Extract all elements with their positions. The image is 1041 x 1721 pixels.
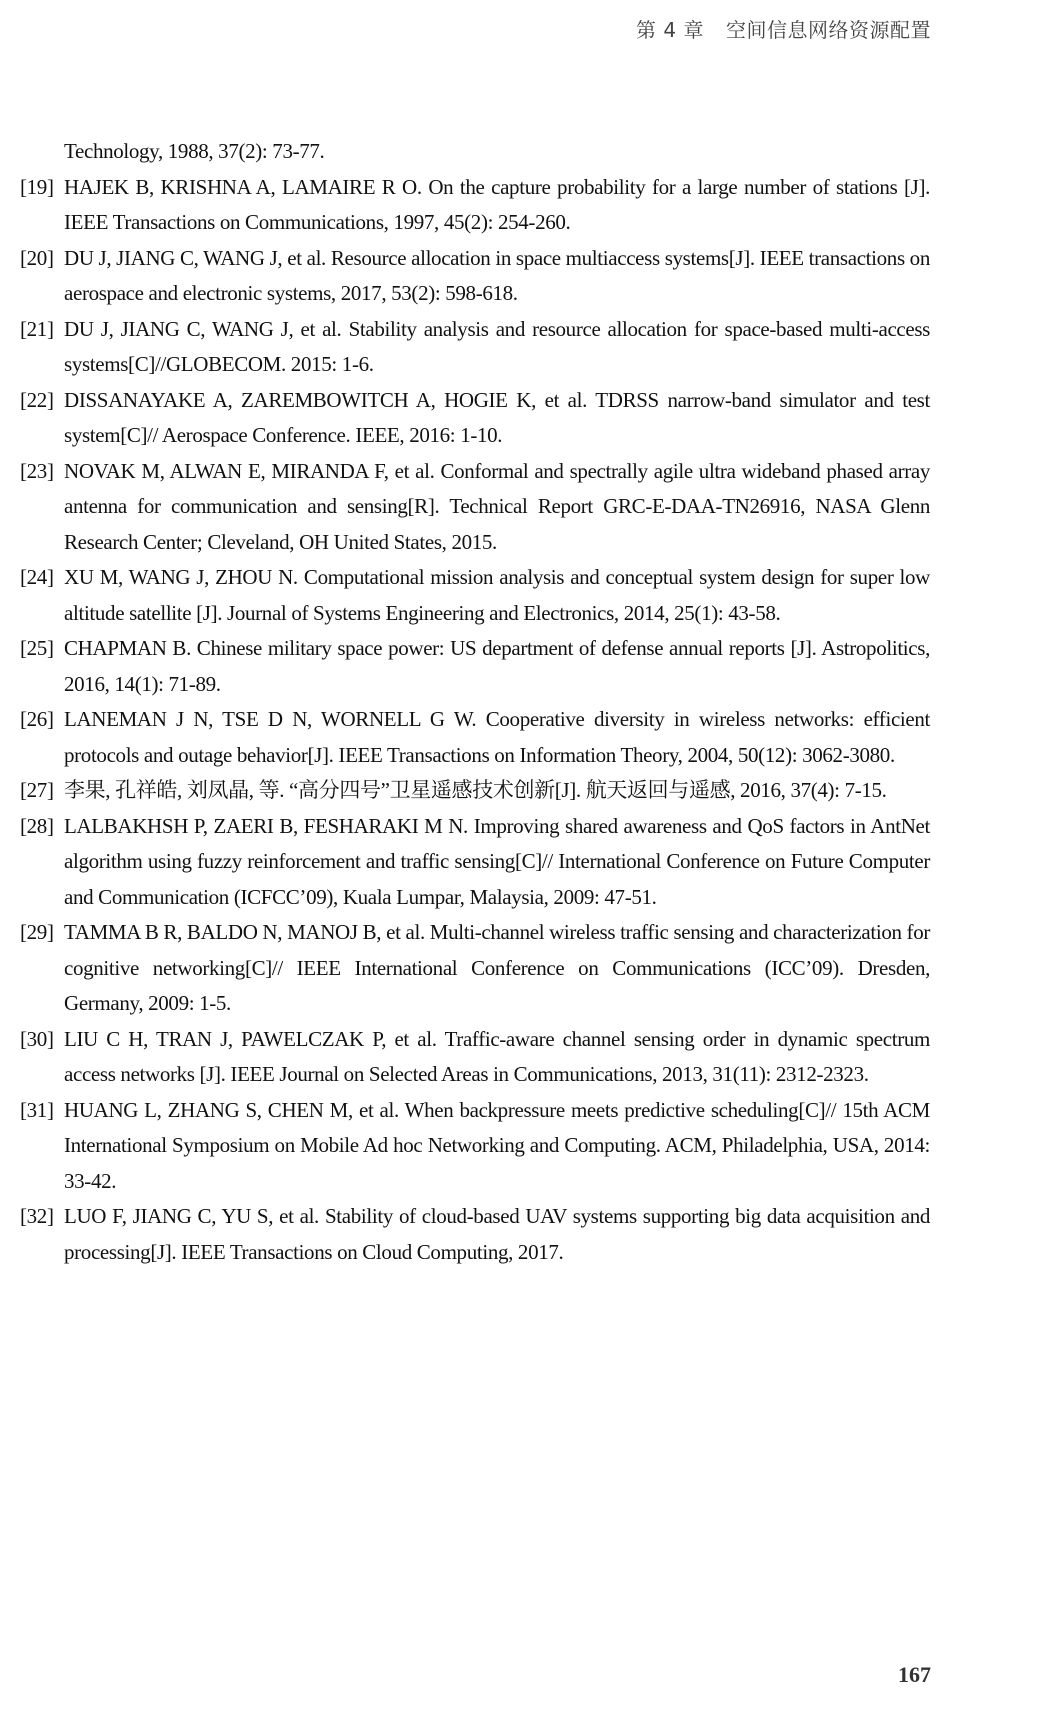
chapter-number: 第 4 章 [636, 18, 704, 42]
reference-text: HUANG L, ZHANG S, CHEN M, et al. When backpressure meets predictive scheduling[C]// 15th ACM International Symposium on Mobile Ad hoc Networking and Computing. ACM, Philadelphia, USA, 2014: 33-42. [64, 1097, 930, 1193]
reference-text: XU M, WANG J, ZHOU N. Computational mission analysis and conceptual system design for super low altitude satellite [J]. Journal of Systems Engineering and Electronics, 2014, 25(1): 43-58. [64, 565, 930, 625]
reference-item [20, 631, 930, 702]
reference-number: [30] [20, 1026, 54, 1051]
reference-text: DU J, JIANG C, WANG J, et al. Stability analysis and resource allocation for space-based multi-access systems[C]//GLOBECOM. 2015: 1-6. [64, 316, 930, 376]
reference-text: LUO F, JIANG C, YU S, et al. Stability of cloud-based UAV systems supporting big data acquisition and processing[J]. IEEE Transactions on Cloud Computing, 2017. [64, 1204, 930, 1264]
reference-item [20, 1022, 930, 1093]
reference-text: Technology, 1988, 37(2): 73-77. [64, 139, 325, 163]
reference-text: TAMMA B R, BALDO N, MANOJ B, et al. Multi-channel wireless traffic sensing and characterization for cognitive networking[C]// IEEE International Conference on Communications (ICC’09). Dresden, Germany, 2009: 1-5. [64, 920, 930, 1015]
reference-item [20, 454, 930, 561]
reference-item [20, 915, 930, 1022]
reference-text: LANEMAN J N, TSE D N, WORNELL G W. Cooperative diversity in wireless networks: efficient protocols and outage behavior[J]. IEEE Transactions on Information Theory, 2004, 50(12): 3062-3080. [64, 707, 930, 767]
reference-text: CHAPMAN B. Chinese military space power: US department of defense annual reports [J]. Astropolitics, 2016, 14(1): 71-89. [64, 636, 930, 696]
reference-text: LIU C H, TRAN J, PAWELCZAK P, et al. Traffic-aware channel sensing order in dynamic spectrum access networks [J]. IEEE Journal on Selected Areas in Communications, 2013, 31(11): 2312-2323. [64, 1026, 930, 1086]
chapter-title: 空间信息网络资源配置 [726, 18, 931, 42]
reference-number: [21] [20, 316, 54, 341]
reference-item [20, 134, 930, 170]
reference-text: DISSANAYAKE A, ZAREMBOWITCH A, HOGIE K, et al. TDRSS narrow-band simulator and test system[C]// Aerospace Conference. IEEE, 2016: 1-10. [64, 387, 930, 447]
reference-number: [20] [20, 245, 54, 270]
reference-number: [28] [20, 813, 54, 838]
reference-item [20, 241, 930, 312]
reference-number: [22] [20, 387, 54, 412]
reference-number: [23] [20, 458, 54, 483]
reference-item [20, 560, 930, 631]
reference-item [20, 1199, 930, 1270]
running-header [636, 14, 931, 43]
reference-number: [24] [20, 565, 54, 589]
reference-number: [27] [20, 778, 54, 802]
reference-item [20, 383, 930, 454]
reference-text: 李果, 孔祥皓, 刘凤晶, 等. “高分四号”卫星遥感技术创新[J]. 航天返回与遥感, 2016, 37(4): 7-15. [64, 778, 887, 802]
reference-item [20, 170, 930, 241]
reference-text: HAJEK B, KRISHNA A, LAMAIRE R O. On the capture probability for a large number of stations [J]. IEEE Transactions on Communications, 1997, 45(2): 254-260. [64, 174, 930, 234]
reference-number: [25] [20, 636, 54, 660]
reference-text: DU J, JIANG C, WANG J, et al. Resource allocation in space multiaccess systems[J]. IEEE transactions on aerospace and electronic systems, 2017, 53(2): 598-618. [64, 245, 930, 305]
reference-item [20, 773, 930, 809]
reference-text: LALBAKHSH P, ZAERI B, FESHARAKI M N. Improving shared awareness and QoS factors in AntNet algorithm using fuzzy reinforcement and traffic sensing[C]// International Conference on Future Computer and Communication (ICFCC’09), Kuala Lumpar, Malaysia, 2009: 47-51. [64, 813, 930, 909]
reference-item [20, 809, 930, 916]
page-number: 167 [898, 1662, 931, 1687]
reference-number: [26] [20, 707, 54, 731]
reference-list [20, 134, 930, 1270]
reference-item [20, 702, 930, 773]
reference-item [20, 312, 930, 383]
reference-text: NOVAK M, ALWAN E, MIRANDA F, et al. Conformal and spectrally agile ultra wideband phased array antenna for communication and sensing[R]. Technical Report GRC-E-DAA-TN26916, NASA Glenn Research Center; Cleveland, OH United States, 2015. [64, 458, 930, 554]
reference-number: [29] [20, 920, 54, 944]
reference-number: [32] [20, 1204, 54, 1228]
reference-number: [31] [20, 1097, 54, 1122]
reference-number: [19] [20, 174, 54, 199]
reference-item [20, 1093, 930, 1200]
